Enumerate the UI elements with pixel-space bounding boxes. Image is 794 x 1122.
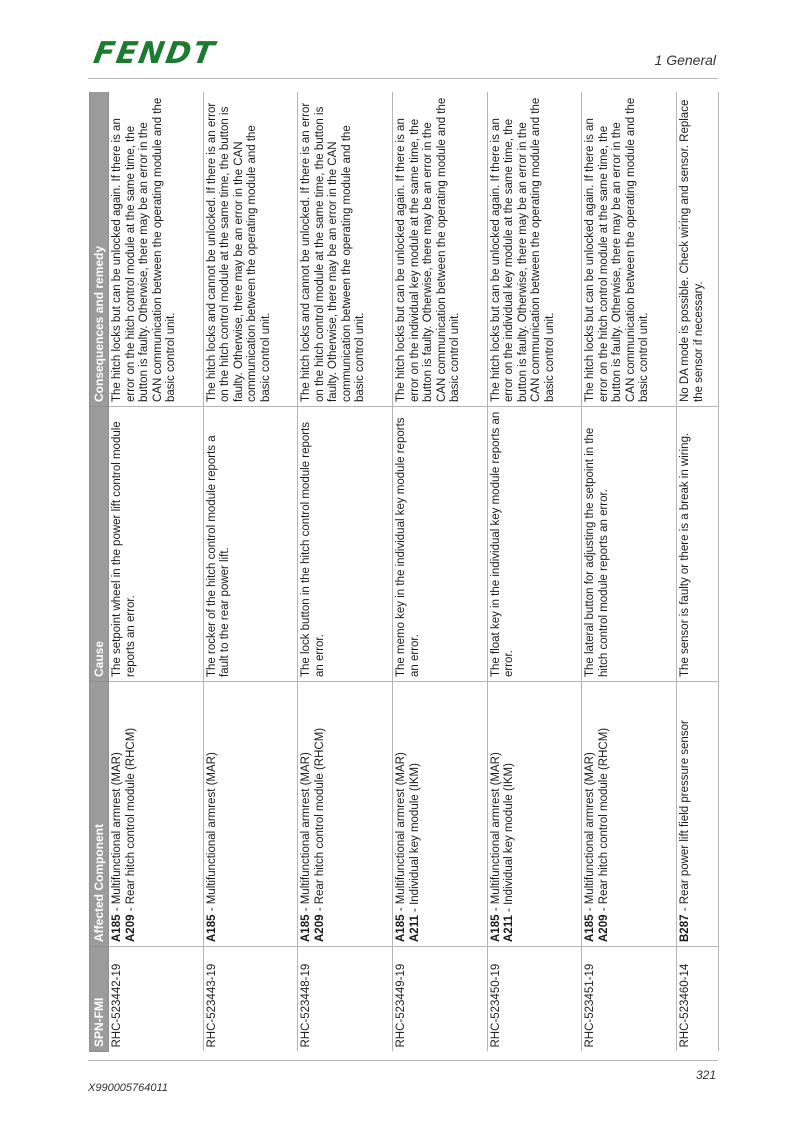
component-name: - Rear hitch control module (RHCM) bbox=[124, 727, 137, 915]
spn-fmi-cell: RHC-523449-19 bbox=[393, 947, 488, 1052]
component-code: A211 bbox=[503, 915, 516, 942]
fault-code-table-container bbox=[89, 92, 719, 1052]
remedy-cell: The hitch locks but can be unlocked again. If there is an error on the individual key module at the same time, the button is faulty. Otherwise, there may be an error in the CAN communication between the operating module and the basic control unit. bbox=[487, 92, 582, 407]
component-code: A209 bbox=[313, 914, 326, 942]
remedy-cell: The hitch locks but can be unlocked again. If there is an error on the hitch control module at the same time, the button is faulty. Otherwise, there may be an error in the CAN communication between the operating module and the basic control unit. bbox=[109, 92, 204, 407]
table-header-row bbox=[90, 92, 109, 1052]
cause-cell: The lateral button for adjusting the setpoint in the hitch control module reports an error. bbox=[582, 407, 677, 682]
component-cell bbox=[677, 682, 719, 947]
cause-cell: The sensor is faulty or there is a break in wiring. bbox=[677, 407, 719, 682]
remedy-cell: The hitch locks but can be unlocked again. If there is an error on the hitch control module at the same time, the button is faulty. Otherwise, there may be an error in the CAN communication between the operating module and the basic control unit. bbox=[582, 92, 677, 407]
component-cell bbox=[203, 682, 298, 947]
component-cell bbox=[487, 682, 582, 947]
component-line bbox=[490, 686, 504, 942]
spn-fmi-cell: RHC-523443-19 bbox=[203, 947, 298, 1052]
component-line bbox=[125, 686, 139, 942]
remedy-cell: The hitch locks and cannot be unlocked. If there is an error on the hitch control module at the same time, the button is faulty. Otherwise, there may be an error in the CAN communication between the operating module and the basic control unit. bbox=[298, 92, 393, 407]
component-name: - Multifunctional armrest (MAR) bbox=[205, 752, 218, 915]
component-name: - Rear hitch control module (RHCM) bbox=[597, 727, 610, 915]
component-name: - Rear hitch control module (RHCM) bbox=[313, 727, 326, 915]
cause-cell: The setpoint wheel in the power lift control module reports an error. bbox=[109, 407, 204, 682]
footer-divider bbox=[88, 1060, 718, 1061]
table-row bbox=[298, 92, 393, 1052]
component-name: - Multifunctional armrest (MAR) bbox=[395, 752, 408, 915]
column-header-affected-component: Affected Component bbox=[90, 682, 109, 947]
column-header-spn-fmi: SPN-FMI bbox=[90, 947, 109, 1052]
table-row bbox=[109, 92, 204, 1052]
remedy-cell: No DA mode is possible. Check wiring and sensor. Replace the sensor if necessary. bbox=[677, 92, 719, 407]
component-name: - Individual key module (IKM) bbox=[408, 763, 421, 916]
section-title: 1 General bbox=[654, 52, 716, 68]
spn-fmi-cell: RHC-523460-14 bbox=[677, 947, 719, 1052]
fendt-logo bbox=[90, 36, 219, 71]
component-code: A211 bbox=[408, 915, 421, 942]
fault-code-table bbox=[89, 92, 719, 1052]
table-row bbox=[677, 92, 719, 1052]
table-row bbox=[393, 92, 488, 1052]
component-cell bbox=[109, 682, 204, 947]
component-line bbox=[314, 686, 328, 942]
remedy-cell: The hitch locks and cannot be unlocked. If there is an error on the hitch control module at the same time, the button is faulty. Otherwise, there may be an error in the CAN communication between the operating module and the basic control unit. bbox=[203, 92, 298, 407]
component-name: - Multifunctional armrest (MAR) bbox=[584, 752, 597, 915]
component-code: A185 bbox=[489, 914, 502, 942]
component-cell bbox=[393, 682, 488, 947]
component-line bbox=[503, 686, 517, 942]
remedy-cell: The hitch locks but can be unlocked again. If there is an error on the individual key module at the same time, the button is faulty. Otherwise, there may be an error in the CAN communication between the operating module and the basic control unit. bbox=[393, 92, 488, 407]
spn-fmi-cell: RHC-523442-19 bbox=[109, 947, 204, 1052]
component-code: A185 bbox=[111, 914, 123, 942]
rotated-table-wrapper bbox=[89, 92, 719, 1052]
component-code: B287 bbox=[679, 914, 692, 942]
cause-cell: The lock button in the hitch control module reports an error. bbox=[298, 407, 393, 682]
component-line bbox=[395, 686, 409, 942]
component-line bbox=[111, 686, 125, 942]
table-row bbox=[203, 92, 298, 1052]
table-row bbox=[487, 92, 582, 1052]
component-name: - Multifunctional armrest (MAR) bbox=[300, 752, 313, 915]
component-code: A185 bbox=[584, 914, 597, 942]
component-cell bbox=[582, 682, 677, 947]
cause-cell: The rocker of the hitch control module reports a fault to the rear power lift. bbox=[203, 407, 298, 682]
logo-text: FENDT bbox=[90, 36, 219, 71]
table-row bbox=[582, 92, 677, 1052]
component-line bbox=[584, 686, 598, 942]
component-name: - Multifunctional armrest (MAR) bbox=[489, 752, 502, 915]
page-number: 321 bbox=[695, 1068, 716, 1082]
component-line bbox=[679, 686, 693, 942]
document-id: X990005764011 bbox=[88, 1082, 168, 1094]
cause-cell: The float key in the individual key module reports an error. bbox=[487, 407, 582, 682]
component-line bbox=[598, 686, 612, 942]
component-name: - Individual key module (IKM) bbox=[503, 763, 516, 916]
component-line bbox=[409, 686, 423, 942]
component-code: A185 bbox=[205, 914, 218, 942]
component-line bbox=[300, 686, 314, 942]
component-code: A185 bbox=[300, 914, 313, 942]
component-line bbox=[206, 686, 220, 942]
cause-cell: The memo key in the individual key module reports an error. bbox=[393, 407, 488, 682]
component-name: - Multifunctional armrest (MAR) bbox=[111, 752, 123, 915]
spn-fmi-cell: RHC-523450-19 bbox=[487, 947, 582, 1052]
component-code: A185 bbox=[395, 914, 408, 942]
header-divider bbox=[88, 78, 718, 79]
component-cell bbox=[298, 682, 393, 947]
component-code: A209 bbox=[124, 914, 137, 942]
column-header-consequences: Consequences and remedy bbox=[90, 92, 109, 407]
component-name: - Rear power lift field pressure sensor bbox=[679, 720, 692, 915]
spn-fmi-cell: RHC-523451-19 bbox=[582, 947, 677, 1052]
spn-fmi-cell: RHC-523448-19 bbox=[298, 947, 393, 1052]
column-header-cause: Cause bbox=[90, 407, 109, 682]
component-code: A209 bbox=[597, 914, 610, 942]
